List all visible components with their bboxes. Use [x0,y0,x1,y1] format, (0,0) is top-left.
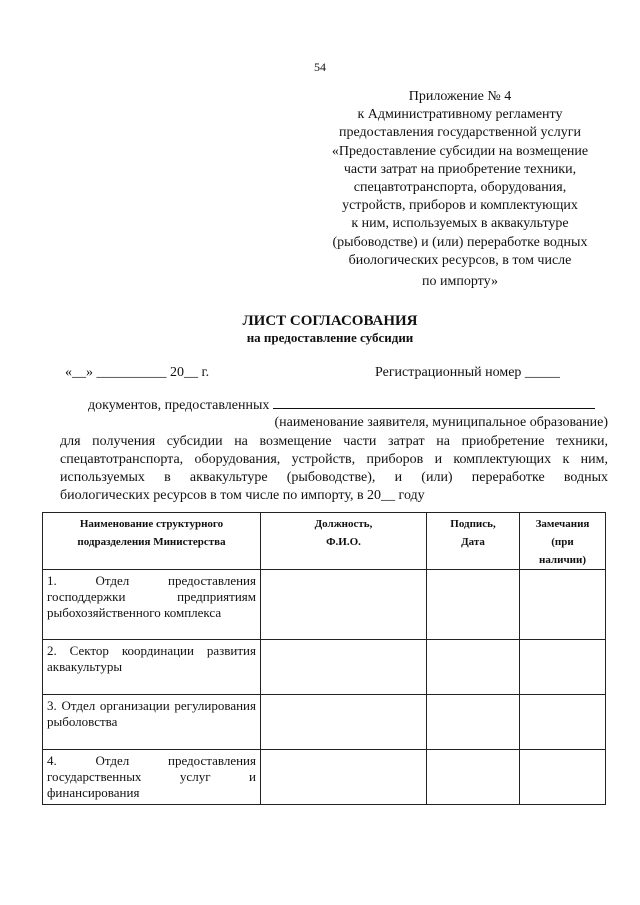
appendix-line: предоставления государственной услуги [339,125,581,141]
remarks-cell [520,570,606,640]
appendix-line: к Административному регламенту [357,107,563,123]
page-number: 54 [314,60,326,74]
department-cell: 2. Сектор координации развития аквакультуры [43,640,261,695]
department-cell: 4. Отдел предоставления государственных услуг и финансирования [43,750,261,805]
purpose-line: спецавтотранспорта, оборудования, устройств, приборов и комплектующих к ним, [60,452,608,467]
table-row [43,695,606,750]
appendix-line: (рыбоводстве) и (или) переработке водных [332,234,588,250]
appendix-line: «Предоставление субсидии на возмещение [331,143,589,159]
date-field: «__» __________ 20__ г. [65,365,210,380]
purpose-line: используемых в аквакультуре (рыбоводстве), и (или) переработке водных [60,470,608,485]
appendix-line: по импорту» [422,274,498,290]
purpose-line: для получения субсидии на возмещение части затрат на приобретение техники, [60,434,608,449]
remarks-cell [520,750,606,805]
appendix-line: устройств, приборов и комплектующих [342,198,578,214]
position-cell [261,640,427,695]
table-header-row [43,513,606,570]
documents-label: документов, предоставленных [88,398,270,413]
department-cell: 1. Отдел предоставления господдержки предприятиям рыбохозяйственного комплекса [43,570,261,640]
documents-hint: (наименование заявителя, муниципальное образование) [274,415,608,430]
position-cell [261,695,427,750]
signature-cell [427,570,520,640]
appendix-line: части затрат на приобретение техники, [343,161,577,177]
table-row [43,750,606,805]
appendix-line: спецавтотранспорта, оборудования, [353,180,567,196]
department-cell: 3. Отдел организации регулирования рыболовства [43,695,261,750]
position-cell [261,570,427,640]
table-row [43,640,606,695]
position-cell [261,750,427,805]
appendix-line: к ним, используемых в аквакультуре [351,216,569,232]
appendix-line: Приложение № 4 [408,89,512,104]
table-row [43,570,606,640]
purpose-line: биологических ресурсов в том числе по импорту, в 20__ году [60,488,425,503]
appendix-line: биологических ресурсов, в том числе [348,252,572,268]
approval-table [42,512,606,805]
document-title: ЛИСТ СОГЛАСОВАНИЯ [242,313,418,329]
header-position: Должность, Ф.И.О. [261,513,427,570]
header-remarks: Замечания (при наличии) [520,513,606,570]
appendix-header [300,88,620,291]
purpose-paragraph [60,433,608,505]
header-signature: Подпись, Дата [427,513,520,570]
documents-line [88,396,595,414]
document-subtitle: на предоставление субсидии [246,330,414,345]
signature-cell [427,695,520,750]
signature-cell [427,750,520,805]
remarks-cell [520,640,606,695]
applicant-blank-line [273,396,595,409]
signature-cell [427,640,520,695]
remarks-cell [520,695,606,750]
header-department: Наименование структурного подразделения Министерства [43,513,261,570]
registration-number-field: Регистрационный номер _____ [375,365,560,380]
